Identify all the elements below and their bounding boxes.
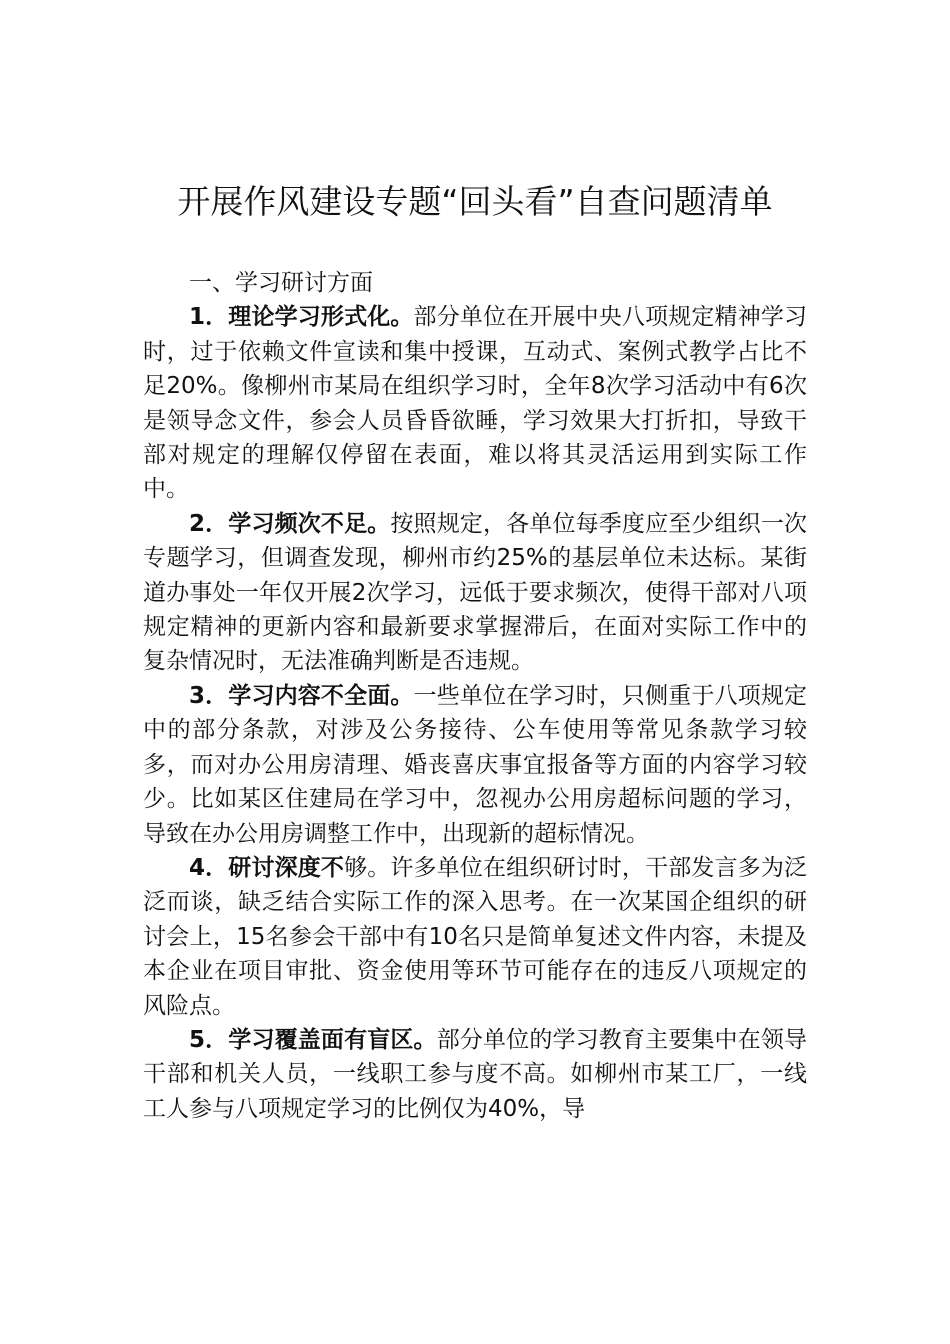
document-body — [143, 266, 807, 1126]
item-text: 部分单位在开展中央八项规定精神学习时，过于依赖文件宣读和集中授课，互动式、案例式教学占比不足20%。像柳州市某局在组织学习时，全年8次学习活动中有6次是领导念文件，参会人员昏昏欲睡，学习效果大打折扣，导致干部对规定的理解仅停留在表面，难以将其灵活运用到实际工作中。 — [143, 304, 807, 503]
item-lead: 3．学习内容不全面。 — [189, 682, 414, 709]
list-item — [143, 300, 807, 506]
item-lead: 1．理论学习形式化。 — [189, 304, 414, 331]
item-text: 按照规定，各单位每季度应至少组织一次专题学习，但调查发现，柳州市约25%的基层单位未达标。某街道办事处一年仅开展2次学习，远低于要求频次，使得干部对八项规定精神的更新内容和最新要求掌握滞后，在面对实际工作中的复杂情况时，无法准确判断是否违规。 — [143, 510, 807, 675]
list-item — [143, 1023, 807, 1126]
list-item — [143, 679, 807, 851]
item-lead: 2．学习频次不足。 — [189, 510, 391, 537]
document-title: 开展作风建设专题“回头看”自查问题清单 — [177, 182, 773, 221]
item-lead: 5．学习覆盖面有盲区。 — [189, 1026, 437, 1053]
item-text: 部分单位的学习教育主要集中在领导干部和机关人员，一线职工参与度不高。如柳州市某工厂，一线工人参与八项规定学习的比例仅为40%，导 — [143, 1026, 808, 1122]
section-heading: 一、学习研讨方面 — [189, 270, 373, 296]
list-item — [143, 851, 807, 1023]
item-text: 一些单位在学习时，只侧重于八项规定中的部分条款，对涉及公务接待、公车使用等常见条款学习较多，而对办公用房清理、婚丧喜庆事宜报备等方面的内容学习较少。比如某区住建局在学习中，忽视办公用房超标问题的学习，导致在办公用房调整工作中，出现新的超标情况。 — [143, 682, 807, 847]
item-text: 够。许多单位在组织研讨时，干部发言多为泛泛而谈，缺乏结合实际工作的深入思考。在一次某国企组织的研讨会上，15名参会干部中有10名只是简单复述文件内容，未提及本企业在项目审批、资金使用等环节可能存在的违反八项规定的风险点。 — [143, 854, 807, 1019]
item-lead: 4．研讨深度不 — [189, 854, 345, 881]
list-item — [143, 507, 807, 679]
